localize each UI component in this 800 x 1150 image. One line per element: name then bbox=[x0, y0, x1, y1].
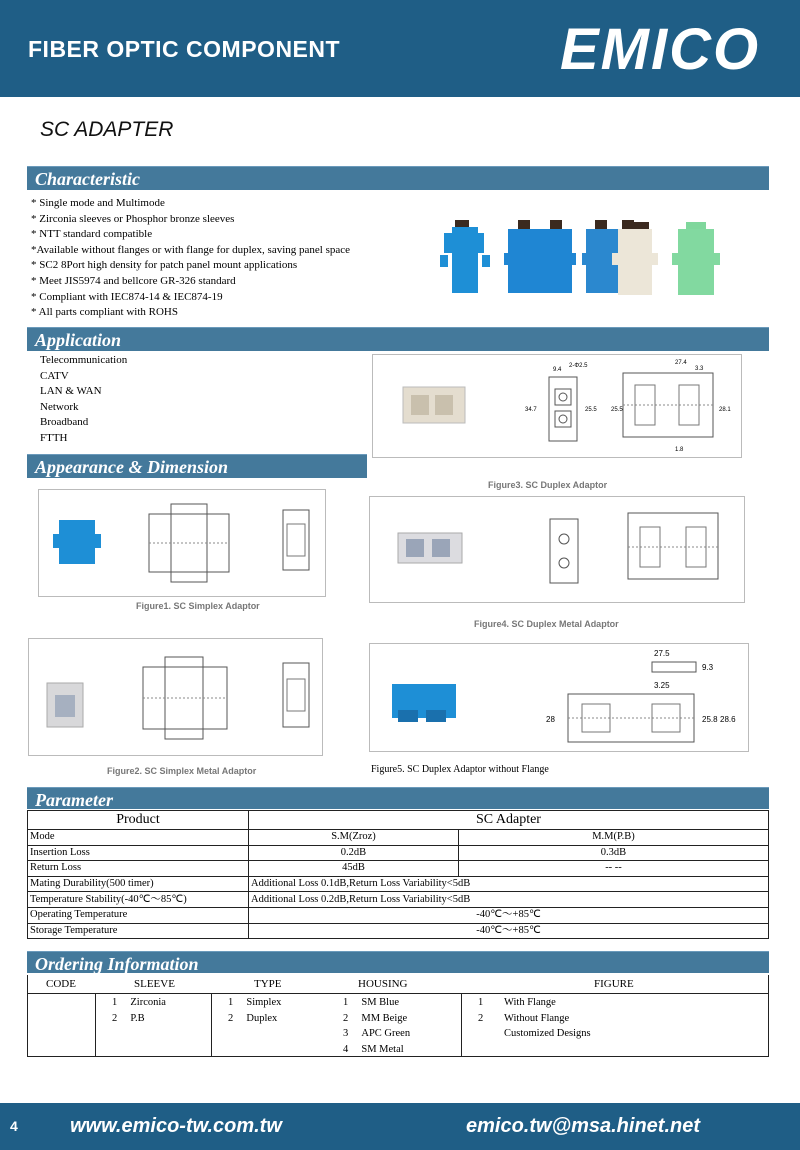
cell: 0.3dB bbox=[459, 845, 769, 861]
figure-5-caption: Figure5. SC Duplex Adaptor without Flange bbox=[371, 764, 549, 775]
figure-3-box bbox=[372, 354, 742, 458]
row-label: Insertion Loss bbox=[28, 845, 249, 861]
list-item bbox=[343, 995, 410, 1011]
list-item bbox=[478, 1011, 591, 1027]
header-sleeve: SLEEVE bbox=[134, 978, 175, 990]
dim-label: 28.1 bbox=[719, 407, 731, 413]
code-number: 2 bbox=[478, 1012, 484, 1024]
cell: Additional Loss 0.2dB,Return Loss Variability<5dB bbox=[249, 892, 769, 908]
list-item: * SC2 8Port high density for patch panel mount applications bbox=[31, 259, 298, 272]
table-row bbox=[28, 876, 769, 892]
duplex-adapter-without-flange-drawing bbox=[370, 644, 748, 751]
section-title: Application bbox=[35, 330, 122, 350]
figure-1-caption: Figure1. SC Simplex Adaptor bbox=[136, 601, 260, 611]
housing-column bbox=[343, 995, 410, 1057]
dim-label: 27.4 bbox=[675, 360, 687, 366]
code-value: APC Green bbox=[361, 1028, 411, 1040]
list-item bbox=[343, 1026, 410, 1042]
cell: Additional Loss 0.1dB,Return Loss Variability<5dB bbox=[249, 876, 769, 892]
dim-label: 25.5 bbox=[585, 407, 597, 413]
sleeve-column bbox=[112, 995, 166, 1026]
table-row bbox=[28, 845, 769, 861]
page-title: SC ADAPTER bbox=[40, 118, 174, 141]
table-row bbox=[28, 830, 769, 846]
row-label: Return Loss bbox=[28, 861, 249, 877]
parameter-table bbox=[27, 810, 769, 939]
divider bbox=[95, 993, 96, 1056]
code-number: 1 bbox=[478, 997, 484, 1008]
figure-2-box bbox=[28, 638, 323, 756]
row-label: Mode bbox=[28, 830, 249, 846]
list-item bbox=[228, 1011, 281, 1027]
simplex-adapter-drawing bbox=[39, 490, 325, 596]
list-item: Broadband bbox=[40, 416, 89, 429]
cell: M.M(P.B) bbox=[459, 830, 769, 846]
dim-label: 28.6 bbox=[720, 715, 736, 724]
table-row bbox=[28, 907, 769, 923]
figure-4-box bbox=[369, 496, 745, 603]
code-value: MM Beige bbox=[361, 1012, 408, 1024]
code-number: 4 bbox=[343, 1043, 349, 1055]
list-item: * Compliant with IEC874-14 & IEC874-19 bbox=[31, 290, 223, 303]
cell: S.M(Zroz) bbox=[249, 830, 459, 846]
code-number: 2 bbox=[112, 1012, 118, 1024]
company-logo: EMICO bbox=[560, 17, 761, 82]
row-label: Mating Durability(500 timer) bbox=[28, 876, 249, 892]
section-bar-application bbox=[27, 327, 769, 351]
code-value: Simplex bbox=[246, 997, 282, 1008]
website-link[interactable]: www.emico-tw.com.tw bbox=[70, 1115, 282, 1137]
adapters-illustration bbox=[440, 215, 750, 300]
list-item: * Meet JIS5974 and bellcore GR-326 standard bbox=[31, 274, 236, 287]
figure-column bbox=[478, 995, 591, 1042]
dim-label: 9.4 bbox=[553, 367, 562, 373]
code-value: Duplex bbox=[246, 1012, 278, 1024]
cell: 0.2dB bbox=[249, 845, 459, 861]
list-item bbox=[228, 995, 281, 1011]
section-bar-characteristic bbox=[27, 166, 769, 190]
section-title: Ordering Information bbox=[35, 954, 199, 974]
dim-label: 9.3 bbox=[702, 663, 714, 672]
ordering-table bbox=[27, 975, 769, 1057]
code-number: 1 bbox=[343, 997, 349, 1008]
section-bar-ordering bbox=[27, 951, 769, 973]
cell: -40℃～+85℃ bbox=[249, 907, 769, 923]
table-row bbox=[28, 923, 769, 939]
dim-label: 2-Φ2.5 bbox=[569, 363, 588, 369]
list-item: * NTT standard compatible bbox=[31, 228, 153, 241]
row-label: Storage Temperature bbox=[28, 923, 249, 939]
code-value: Without Flange bbox=[504, 1012, 570, 1024]
header-type: TYPE bbox=[254, 978, 282, 990]
code-number: 3 bbox=[343, 1028, 349, 1040]
list-item bbox=[478, 995, 591, 1011]
list-item: * All parts compliant with ROHS bbox=[31, 306, 178, 319]
code-value: Zirconia bbox=[130, 997, 166, 1008]
list-item: FTTH bbox=[40, 431, 68, 444]
cell: -- -- bbox=[459, 861, 769, 877]
figure-1-box bbox=[38, 489, 326, 597]
section-bar-appearance bbox=[27, 454, 367, 478]
code-number: 1 bbox=[228, 997, 234, 1008]
type-column bbox=[228, 995, 281, 1026]
code-value: P.B bbox=[130, 1012, 145, 1024]
code-value: SM Metal bbox=[361, 1043, 404, 1055]
code-value: SM Blue bbox=[361, 997, 400, 1008]
characteristic-list bbox=[31, 196, 431, 321]
dim-label: 3.3 bbox=[695, 366, 704, 372]
page-number: 4 bbox=[10, 1118, 18, 1134]
header-figure: FIGURE bbox=[594, 978, 634, 990]
code-number: 2 bbox=[343, 1012, 349, 1024]
list-item bbox=[112, 995, 166, 1011]
divider bbox=[211, 993, 212, 1056]
dim-label: 25.8 bbox=[702, 715, 718, 724]
divider bbox=[461, 993, 462, 1056]
table-row bbox=[28, 861, 769, 877]
duplex-metal-adapter-drawing bbox=[370, 497, 744, 602]
table-row bbox=[28, 892, 769, 908]
header-code: CODE bbox=[46, 978, 76, 990]
list-item: * Zirconia sleeves or Phosphor bronze sleeves bbox=[31, 212, 235, 225]
code-number: 2 bbox=[228, 1012, 234, 1024]
figure-5-box bbox=[369, 643, 749, 752]
dim-label: 3.25 bbox=[654, 681, 670, 690]
code-value: Customized Designs bbox=[504, 1028, 591, 1040]
application-list bbox=[40, 353, 127, 447]
list-item: *Available without flanges or with flange for duplex, saving panel space bbox=[31, 243, 351, 256]
simplex-metal-adapter-drawing bbox=[29, 639, 322, 755]
list-item bbox=[478, 1026, 591, 1042]
dim-label: 28 bbox=[546, 715, 555, 724]
list-item bbox=[343, 1011, 410, 1027]
list-item bbox=[112, 1011, 166, 1027]
table-header: SC Adapter bbox=[249, 811, 769, 830]
list-item: LAN & WAN bbox=[40, 385, 102, 398]
dim-label: 34.7 bbox=[525, 407, 537, 413]
header-title: FIBER OPTIC COMPONENT bbox=[28, 36, 341, 62]
section-title: Characteristic bbox=[35, 169, 141, 189]
list-item: * Single mode and Multimode bbox=[31, 197, 165, 209]
duplex-adapter-drawing bbox=[373, 355, 741, 457]
row-label: Operating Temperature bbox=[28, 907, 249, 923]
header-housing: HOUSING bbox=[358, 978, 408, 990]
figure-3-caption: Figure3. SC Duplex Adaptor bbox=[488, 480, 608, 490]
section-bar-parameter bbox=[27, 787, 769, 809]
dim-label: 1.8 bbox=[675, 447, 684, 453]
email-link[interactable]: emico.tw@msa.hinet.net bbox=[466, 1115, 700, 1137]
dim-label: 27.5 bbox=[654, 649, 670, 658]
row-label: Temperature Stability(-40℃～85℃) bbox=[28, 892, 249, 908]
section-title: Parameter bbox=[35, 790, 113, 810]
dim-label: 25.5 bbox=[611, 407, 623, 413]
code-number: 1 bbox=[112, 997, 118, 1008]
list-item: Network bbox=[40, 400, 79, 413]
cell: -40℃～+85℃ bbox=[249, 923, 769, 939]
cell: 45dB bbox=[249, 861, 459, 877]
list-item: Telecommunication bbox=[40, 354, 128, 366]
ordering-header-row bbox=[28, 975, 768, 994]
product-photo bbox=[440, 215, 750, 300]
section-title: Appearance & Dimension bbox=[35, 457, 229, 477]
figure-2-caption: Figure2. SC Simplex Metal Adaptor bbox=[107, 766, 257, 776]
list-item: CATV bbox=[40, 369, 69, 382]
list-item bbox=[343, 1042, 410, 1058]
code-value: With Flange bbox=[504, 997, 556, 1008]
table-row bbox=[28, 811, 769, 830]
figure-4-caption: Figure4. SC Duplex Metal Adaptor bbox=[474, 619, 619, 629]
table-header: Product bbox=[28, 811, 249, 830]
